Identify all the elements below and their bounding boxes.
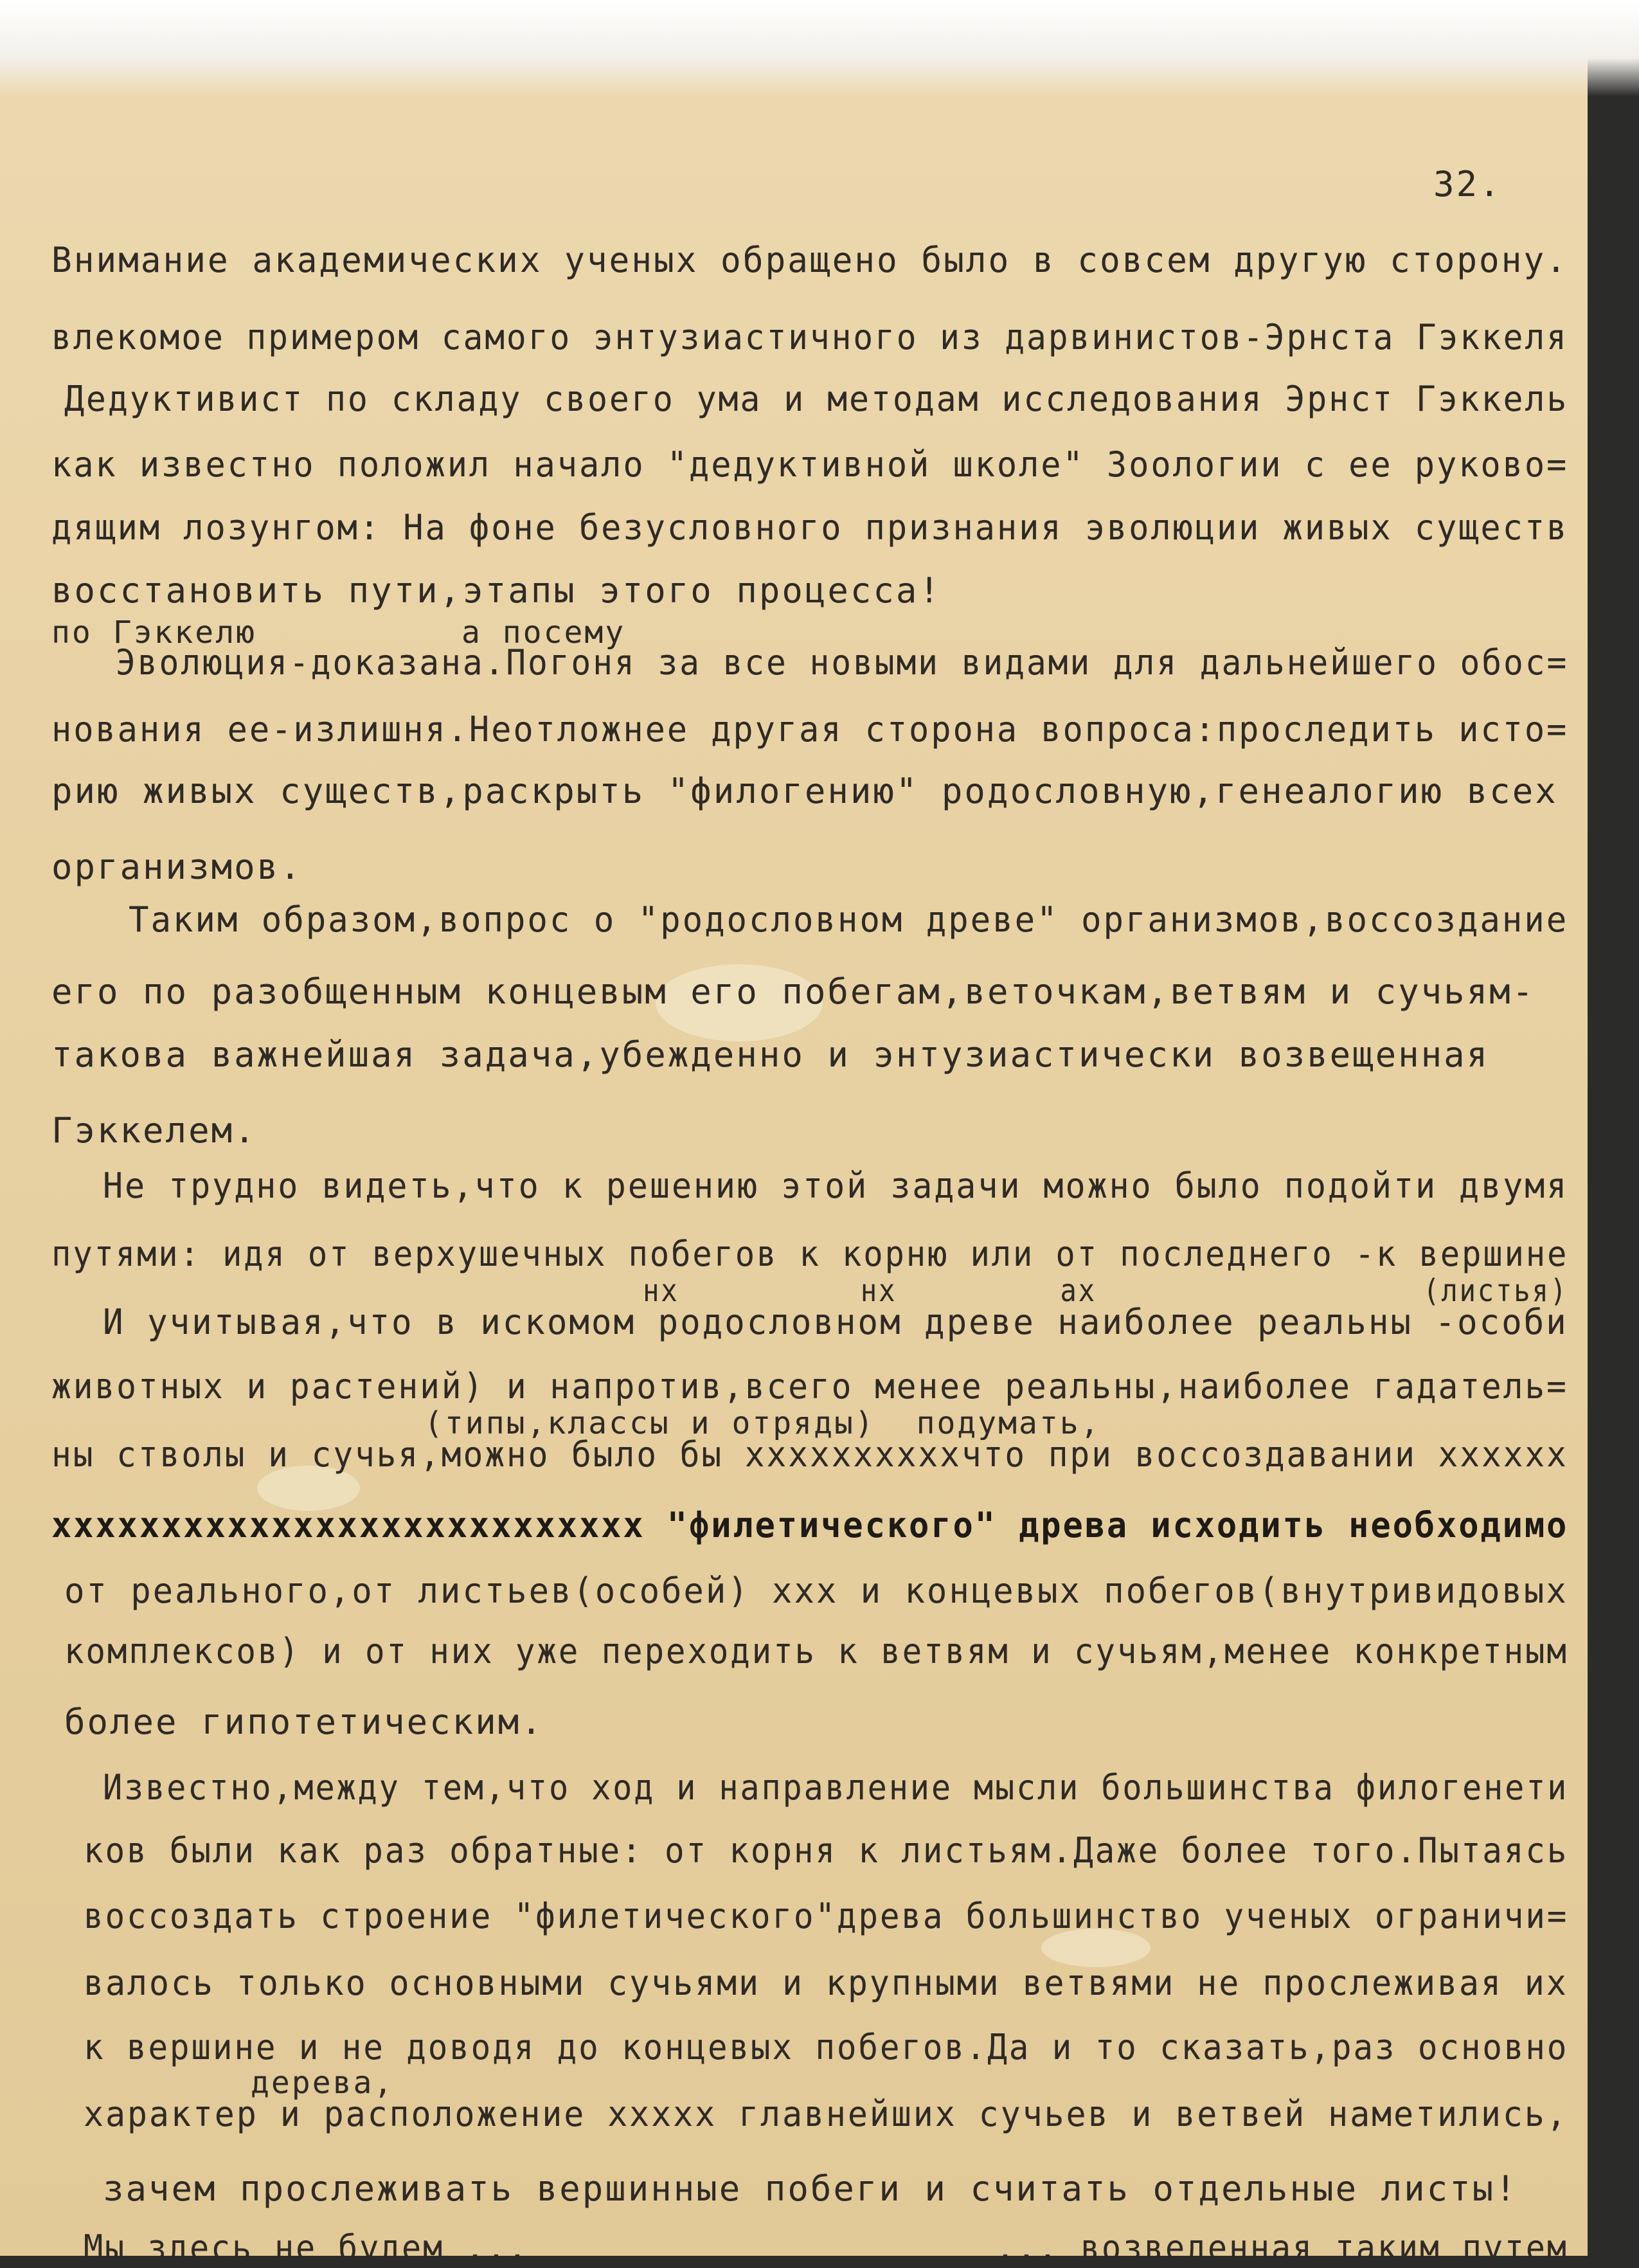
text-line: Дедуктивист по складу своего ума и методам исследования Эрнст Гэккель (64, 379, 1569, 419)
interlinear-note: (типы,классы и отряды) подумать, (424, 1405, 1101, 1441)
text-line: И учитывая,что в искомом родословном древе наиболее реальны -особи (103, 1302, 1568, 1342)
text-line: влекомое примером самого энтузиастичного из дарвинистов-Эрнста Гэккеля (51, 317, 1568, 357)
text-line: ны стволы и сучья,можно было бы xxxxxxxxxxчто при воссоздавании xxxxxx (51, 1434, 1568, 1475)
text-line: Гэккелем. (51, 1110, 257, 1151)
text-line: его по разобщенным концевым его побегам,веточкам,ветвям и сучьям- (51, 971, 1536, 1012)
text-line: путями: идя от верхушечных побегов к корню или от последнего -к вершине (51, 1234, 1569, 1274)
text-line: к вершине и не доводя до концевых побегов.Да и то сказать,раз основно (84, 2027, 1569, 2067)
text-line: валось только основными сучьями и крупными ветвями не прослеживая их (84, 1963, 1568, 2003)
text-line: зачем прослеживать вершинные побеги и считать отдельные листы! (103, 2168, 1518, 2209)
page-number: 32. (1433, 164, 1502, 204)
interlinear-note: дерева, (251, 2065, 395, 2101)
text-line: Мы здесь не будем ... ... возведенная таким путем (84, 2228, 1568, 2268)
text-line: дящим лозунгом: На фоне безусловного признания эволюции живых существ (51, 507, 1569, 548)
text-line: Известно,между тем,что ход и направление мысли большинства филогенети (103, 1767, 1569, 1808)
text-line: организмов. (51, 847, 303, 887)
text-line: Эволюция-доказана.Погоня за все новыми видами для дальнейшего обос= (116, 642, 1569, 683)
text-line: Не трудно видеть,что к решению этой задачи можно было подойти двумя (103, 1166, 1569, 1206)
text-line: Внимание академических ученых обращено было в совсем другую сторону. (51, 240, 1568, 280)
text-line: характер и расположение xxxxx главнейших сучьев и ветвей наметились, (84, 2094, 1568, 2134)
text-line: такова важнейшая задача,убежденно и энтузиастически возвещенная (51, 1034, 1490, 1075)
text-line: животных и растений) и напротив,всего менее реальны,наиболее гадатель= (51, 1366, 1568, 1407)
text-line: более гипотетическим. (64, 1702, 544, 1742)
interlinear-note: нх нх ах (листья) (643, 1273, 1568, 1309)
interlinear-note: по Гэккелю а посему (51, 615, 626, 651)
text-line: ков были как раз обратные: от корня к листьям.Даже более того.Пытаясь (84, 1830, 1569, 1871)
text-line-struck: xxxxxxxxxxxxxxxxxxxxxxxxxxx "филетического" древа исходить необходимо (51, 1505, 1569, 1545)
text-line: как известно положил начало "дедуктивной школе" Зоологии с ее руково= (51, 444, 1569, 485)
page-top-edge (0, 0, 1639, 96)
text-line: Таким образом,вопрос о "родословном древе" организмов,воссоздание (129, 899, 1569, 940)
text-line: от реального,от листьев(особей) xxx и концевых побегов(внутривидовых (64, 1571, 1568, 1611)
text-line: рию живых существ,раскрыть "филогению" родословную,генеалогию всех (51, 771, 1558, 811)
text-line: воссоздать строение "филетического"древа большинство ученых ограничи= (84, 1896, 1569, 1936)
text-line: восстановить пути,этапы этого процесса! (51, 570, 942, 611)
text-line: комплексов) и от них уже переходить к ветвям и сучьям,менее конкретным (64, 1631, 1568, 1671)
text-line: нования ее-излишня.Неотложнее другая сторона вопроса:проследить исто= (51, 709, 1569, 750)
